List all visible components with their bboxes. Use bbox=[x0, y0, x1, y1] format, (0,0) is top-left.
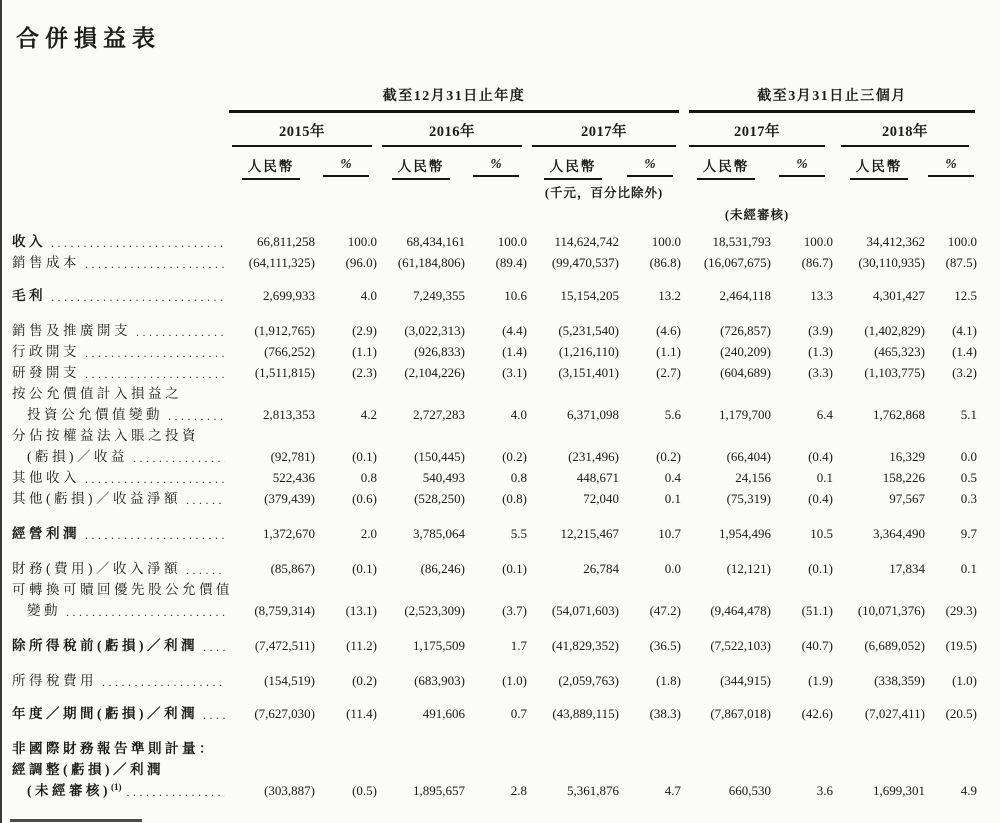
percent-value-cell: 0.4 bbox=[664, 470, 681, 485]
percent-value-cell: 0.0 bbox=[664, 561, 681, 576]
rmb-value-cell: (10,071,376) bbox=[857, 603, 925, 618]
group-annual bbox=[227, 85, 681, 113]
percent-value-cell: 10.7 bbox=[658, 526, 681, 541]
percent-value-cell: 13.2 bbox=[658, 288, 681, 303]
row-label-cell bbox=[12, 600, 227, 621]
rmb-value-cell: 5,361,876 bbox=[567, 783, 619, 798]
rmb-value-cell: 448,671 bbox=[576, 470, 619, 485]
percent-value-cell: (1.4) bbox=[502, 344, 527, 359]
percent-value-cell: 4.9 bbox=[960, 783, 977, 798]
row-label-cell bbox=[12, 738, 227, 759]
table-row bbox=[12, 467, 975, 488]
row-label-cell bbox=[12, 231, 227, 252]
rmb-value-cell: (2,523,309) bbox=[404, 603, 465, 618]
row-label-cell bbox=[12, 404, 227, 425]
row-label: 可轉換可贖回優先股公允價值 bbox=[12, 582, 233, 597]
percent-value-cell: 100.0 bbox=[651, 234, 681, 249]
percent-value-cell: (0.6) bbox=[352, 491, 377, 506]
percent-value-cell: 5.5 bbox=[510, 526, 527, 541]
row-label-cell bbox=[12, 446, 227, 467]
percent-value-cell: 1.7 bbox=[510, 638, 527, 653]
rmb-value-cell: 34,412,362 bbox=[866, 234, 925, 249]
percent-value-cell: (0.4) bbox=[808, 491, 833, 506]
rmb-value-cell: (240,209) bbox=[720, 344, 771, 359]
rmb-value-cell: (231,496) bbox=[568, 449, 619, 464]
row-label-cell bbox=[12, 383, 227, 404]
percent-value-cell: (3.2) bbox=[952, 365, 977, 380]
percent-value-cell: (19.5) bbox=[945, 638, 977, 653]
percent-value-cell: (1.8) bbox=[656, 673, 681, 688]
header-spacer bbox=[12, 155, 227, 180]
table-row bbox=[12, 670, 975, 691]
percent-value-cell: (0.4) bbox=[808, 449, 833, 464]
header-spacer bbox=[12, 120, 227, 147]
group-annual-title: 截至12月31日止年度 bbox=[229, 85, 679, 113]
table-row bbox=[12, 488, 975, 509]
percent-value-cell: (87.5) bbox=[945, 255, 977, 270]
percent-value-cell: (4.1) bbox=[952, 323, 977, 338]
dot-leader bbox=[168, 407, 225, 425]
row-label-cell bbox=[12, 320, 227, 341]
percent-value-cell: (13.1) bbox=[345, 603, 377, 618]
rmb-value-cell: (1,402,829) bbox=[864, 323, 925, 338]
row-label-cell bbox=[12, 558, 227, 579]
row-label: 所得稅費用 bbox=[12, 673, 97, 688]
percent-value-cell: (1.9) bbox=[808, 673, 833, 688]
period-group-row bbox=[12, 85, 975, 113]
table-row bbox=[12, 362, 975, 383]
rmb-value-cell: 66,811,258 bbox=[256, 234, 315, 249]
rmb-value-cell: (1,103,775) bbox=[864, 365, 925, 380]
dot-leader bbox=[51, 234, 225, 252]
rmb-header: 人民幣 bbox=[527, 155, 619, 180]
rmb-value-cell: (726,857) bbox=[720, 323, 771, 338]
percent-value-cell: 5.1 bbox=[960, 407, 977, 422]
row-label-cell bbox=[12, 252, 227, 273]
percent-value-cell: (29.3) bbox=[945, 603, 977, 618]
percent-value-cell: (4.6) bbox=[656, 323, 681, 338]
row-label: 除所得稅前(虧損)／利潤 bbox=[12, 638, 198, 653]
rmb-value-cell: (5,231,540) bbox=[558, 323, 619, 338]
table-row bbox=[12, 252, 975, 273]
rmb-value-cell: 4,301,427 bbox=[873, 288, 925, 303]
rmb-value-cell: (7,867,018) bbox=[710, 706, 771, 721]
dot-leader bbox=[85, 255, 225, 273]
percent-value-cell: 0.3 bbox=[960, 491, 977, 506]
dot-leader bbox=[186, 491, 225, 509]
percent-value-cell: 10.5 bbox=[810, 526, 833, 541]
percent-value-cell: 100.0 bbox=[947, 234, 977, 249]
percent-value-cell: (0.1) bbox=[808, 561, 833, 576]
rmb-value-cell: 2,727,283 bbox=[413, 407, 465, 422]
unaudited-note: (未經審核) bbox=[724, 208, 790, 222]
rmb-value-cell: 3,364,490 bbox=[873, 526, 925, 541]
row-label-cell bbox=[12, 579, 233, 600]
row-label: 財務(費用)／收入淨額 bbox=[12, 561, 181, 576]
row-label: 變動 bbox=[27, 603, 61, 618]
percent-value-cell: 0.1 bbox=[960, 561, 977, 576]
percent-value-cell: (38.3) bbox=[649, 706, 681, 721]
row-label-cell bbox=[12, 635, 227, 656]
percent-value-cell: (3.7) bbox=[502, 603, 527, 618]
rmb-value-cell: 1,895,657 bbox=[413, 783, 465, 798]
dot-leader bbox=[186, 561, 225, 579]
row-label: (虧損)／收益 bbox=[27, 449, 128, 464]
rmb-value-cell: (7,472,511) bbox=[254, 638, 315, 653]
percent-value-cell: (3.9) bbox=[808, 323, 833, 338]
dot-leader bbox=[85, 365, 225, 383]
rmb-value-cell: 491,606 bbox=[422, 706, 465, 721]
row-label: 行政開支 bbox=[12, 344, 80, 359]
row-label: 研發開支 bbox=[12, 365, 80, 380]
percent-value-cell: (51.1) bbox=[801, 603, 833, 618]
rmb-value-cell: (3,022,313) bbox=[404, 323, 465, 338]
rmb-value-cell: (154,519) bbox=[264, 673, 315, 688]
rmb-value-cell: 68,434,161 bbox=[406, 234, 465, 249]
dot-leader bbox=[85, 344, 225, 362]
percent-value-cell: 0.8 bbox=[360, 470, 377, 485]
row-label: (未經審核)$^{(1)}$ bbox=[27, 782, 122, 798]
rmb-value-cell: (683,903) bbox=[414, 673, 465, 688]
table-row bbox=[12, 523, 975, 544]
dot-leader bbox=[85, 526, 225, 544]
header-spacer bbox=[12, 185, 527, 202]
footnote-ref: (1) bbox=[111, 782, 122, 792]
percent-value-cell: 0.1 bbox=[816, 470, 833, 485]
dot-leader bbox=[203, 706, 225, 724]
table-row bbox=[12, 320, 975, 341]
percent-value-cell: (1.1) bbox=[352, 344, 377, 359]
percent-value-cell: 0.0 bbox=[960, 449, 977, 464]
rmb-value-cell: 72,040 bbox=[583, 491, 619, 506]
row-label-cell bbox=[12, 488, 227, 509]
rmb-value-cell: 522,436 bbox=[272, 470, 315, 485]
rmb-value-cell: (43,889,115) bbox=[552, 706, 619, 721]
row-label-cell bbox=[12, 467, 227, 488]
percent-value-cell: (1.0) bbox=[502, 673, 527, 688]
rmb-value-cell: 15,154,205 bbox=[560, 288, 619, 303]
rmb-value-cell: (30,110,935) bbox=[858, 255, 925, 270]
table-header bbox=[12, 85, 975, 224]
row-label: 銷售及推廣開支 bbox=[12, 323, 131, 338]
percent-value-cell: (0.2) bbox=[656, 449, 681, 464]
percent-value-cell: 4.0 bbox=[360, 288, 377, 303]
percent-value-cell: (0.8) bbox=[502, 491, 527, 506]
percent-value-cell: 4.2 bbox=[360, 407, 377, 422]
unit-note: (千元，百分比除外) bbox=[544, 186, 664, 200]
row-label-cell bbox=[12, 777, 227, 801]
row-label: 投資公允價值變動 bbox=[27, 407, 163, 422]
percent-value-cell: (2.9) bbox=[352, 323, 377, 338]
income-statement-body bbox=[12, 231, 975, 801]
percent-value-cell: (4.4) bbox=[502, 323, 527, 338]
rmb-header: 人民幣 bbox=[227, 155, 315, 180]
dot-leader bbox=[203, 638, 225, 656]
percent-value-cell: (0.1) bbox=[352, 561, 377, 576]
rmb-value-cell: (16,067,675) bbox=[703, 255, 771, 270]
rmb-value-cell: 24,156 bbox=[735, 470, 771, 485]
income-statement-table bbox=[12, 85, 975, 801]
rmb-value-cell: (75,319) bbox=[726, 491, 771, 506]
rmb-value-cell: (92,781) bbox=[270, 449, 315, 464]
subheader-row bbox=[12, 155, 975, 180]
rmb-value-cell: (64,111,325) bbox=[248, 255, 315, 270]
year-2015: 2015年 bbox=[227, 120, 377, 147]
percent-value-cell: (47.2) bbox=[649, 603, 681, 618]
rmb-value-cell: (86,246) bbox=[420, 561, 465, 576]
rmb-value-cell: (3,151,401) bbox=[558, 365, 619, 380]
percent-value-cell: (0.1) bbox=[502, 561, 527, 576]
row-label: 按公允價值計入損益之 bbox=[12, 386, 182, 401]
table-row bbox=[12, 558, 975, 579]
rmb-value-cell: (2,104,226) bbox=[404, 365, 465, 380]
percent-value-cell: (96.0) bbox=[345, 255, 377, 270]
table-row bbox=[12, 404, 975, 425]
table-row bbox=[12, 738, 975, 759]
year-row bbox=[12, 120, 975, 147]
percent-value-cell: 9.7 bbox=[960, 526, 977, 541]
percent-header: % bbox=[315, 155, 377, 180]
rmb-value-cell: 6,371,098 bbox=[567, 407, 619, 422]
percent-value-cell: 12.5 bbox=[954, 288, 977, 303]
percent-value-cell: (2.7) bbox=[656, 365, 681, 380]
percent-value-cell: (0.2) bbox=[352, 673, 377, 688]
rmb-value-cell: 660,530 bbox=[728, 783, 771, 798]
rmb-value-cell: 1,175,509 bbox=[413, 638, 465, 653]
percent-value-cell: (36.5) bbox=[649, 638, 681, 653]
percent-header: % bbox=[465, 155, 527, 180]
table-row bbox=[12, 703, 975, 724]
rmb-value-cell: 1,762,868 bbox=[873, 407, 925, 422]
percent-value-cell: 4.7 bbox=[664, 783, 681, 798]
rmb-value-cell: (379,439) bbox=[264, 491, 315, 506]
rmb-value-cell: 2,699,933 bbox=[263, 288, 315, 303]
page-title: 合併損益表 bbox=[16, 26, 161, 51]
rmb-value-cell: (604,689) bbox=[720, 365, 771, 380]
table-row bbox=[12, 285, 975, 306]
rmb-value-cell: (7,522,103) bbox=[710, 638, 771, 653]
percent-value-cell: 0.5 bbox=[960, 470, 977, 485]
percent-value-cell: 3.6 bbox=[816, 783, 833, 798]
dot-leader bbox=[133, 449, 225, 467]
rmb-value-cell: 1,699,301 bbox=[873, 783, 925, 798]
table-row bbox=[12, 780, 975, 801]
rmb-value-cell: (54,071,603) bbox=[551, 603, 619, 618]
percent-value-cell: (40.7) bbox=[801, 638, 833, 653]
rmb-value-cell: (766,252) bbox=[264, 344, 315, 359]
percent-value-cell: 5.6 bbox=[664, 407, 681, 422]
percent-value-cell: (2.3) bbox=[352, 365, 377, 380]
unaudited-note-row bbox=[12, 207, 975, 224]
rmb-value-cell: (9,464,478) bbox=[710, 603, 771, 618]
rmb-value-cell: 7,249,355 bbox=[413, 288, 465, 303]
percent-value-cell: 0.8 bbox=[510, 470, 527, 485]
rmb-value-cell: 97,567 bbox=[889, 491, 925, 506]
rmb-value-cell: 1,954,496 bbox=[719, 526, 771, 541]
rmb-value-cell: (344,915) bbox=[720, 673, 771, 688]
dot-leader bbox=[66, 603, 225, 621]
rmb-value-cell: (7,627,030) bbox=[254, 706, 315, 721]
rmb-value-cell: 114,624,742 bbox=[554, 234, 619, 249]
rmb-value-cell: 12,215,467 bbox=[560, 526, 619, 541]
rmb-value-cell: (303,887) bbox=[264, 783, 315, 798]
percent-value-cell: (42.6) bbox=[801, 706, 833, 721]
percent-value-cell: 2.0 bbox=[360, 526, 377, 541]
percent-value-cell: 100.0 bbox=[497, 234, 527, 249]
row-label-cell bbox=[12, 341, 227, 362]
year-2018-q1: 2018年 bbox=[833, 120, 977, 147]
percent-value-cell: (1.1) bbox=[656, 344, 681, 359]
footnote-separator bbox=[10, 819, 142, 822]
rmb-value-cell: (1,511,815) bbox=[254, 365, 315, 380]
rmb-header: 人民幣 bbox=[377, 155, 465, 180]
percent-value-cell: 2.8 bbox=[510, 783, 527, 798]
table-row bbox=[12, 231, 975, 252]
percent-value-cell: (3.1) bbox=[502, 365, 527, 380]
row-label: 分佔按權益法入賬之投資 bbox=[12, 428, 199, 443]
rmb-value-cell: (66,404) bbox=[726, 449, 771, 464]
row-label: 毛利 bbox=[12, 288, 46, 303]
rmb-value-cell: 3,785,064 bbox=[413, 526, 465, 541]
percent-value-cell: (0.2) bbox=[502, 449, 527, 464]
rmb-value-cell: 2,813,353 bbox=[263, 407, 315, 422]
row-label: 經調整(虧損)／利潤 bbox=[12, 762, 164, 777]
rmb-value-cell: 26,784 bbox=[583, 561, 619, 576]
table-row bbox=[12, 383, 975, 404]
rmb-header: 人民幣 bbox=[833, 155, 925, 180]
row-label: 收入 bbox=[12, 234, 46, 249]
rmb-value-cell: (61,184,806) bbox=[397, 255, 465, 270]
row-label-cell bbox=[12, 285, 227, 306]
percent-value-cell: (1.4) bbox=[952, 344, 977, 359]
rmb-value-cell: (150,445) bbox=[414, 449, 465, 464]
rmb-value-cell: (41,829,352) bbox=[551, 638, 619, 653]
percent-value-cell: (86.7) bbox=[801, 255, 833, 270]
rmb-value-cell: 2,464,118 bbox=[719, 288, 771, 303]
percent-value-cell: (89.4) bbox=[495, 255, 527, 270]
rmb-value-cell: (85,867) bbox=[270, 561, 315, 576]
percent-value-cell: 0.1 bbox=[664, 491, 681, 506]
percent-header: % bbox=[619, 155, 681, 180]
percent-value-cell: (0.1) bbox=[352, 449, 377, 464]
rmb-header: 人民幣 bbox=[681, 155, 771, 180]
rmb-value-cell: 158,226 bbox=[882, 470, 925, 485]
percent-value-cell: 0.7 bbox=[510, 706, 527, 721]
row-label: 經營利潤 bbox=[12, 526, 80, 541]
rmb-value-cell: (2,059,763) bbox=[558, 673, 619, 688]
rmb-value-cell: (926,833) bbox=[414, 344, 465, 359]
row-label-cell bbox=[12, 670, 227, 691]
row-label: 銷售成本 bbox=[12, 255, 80, 270]
rmb-value-cell: (1,912,765) bbox=[254, 323, 315, 338]
header-spacer bbox=[12, 207, 681, 224]
rmb-value-cell: (12,121) bbox=[726, 561, 771, 576]
row-label-cell bbox=[12, 523, 227, 544]
rmb-value-cell: 18,531,793 bbox=[712, 234, 771, 249]
row-label-cell bbox=[12, 362, 227, 383]
percent-value-cell: 100.0 bbox=[347, 234, 377, 249]
percent-value-cell: (0.5) bbox=[352, 783, 377, 798]
table-row bbox=[12, 635, 975, 656]
percent-value-cell: 100.0 bbox=[803, 234, 833, 249]
percent-header: % bbox=[925, 155, 977, 180]
row-label: 年度／期間(虧損)／利潤 bbox=[12, 706, 198, 721]
row-label-cell bbox=[12, 425, 227, 446]
dot-leader bbox=[127, 783, 226, 801]
percent-value-cell: 10.6 bbox=[504, 288, 527, 303]
dot-leader bbox=[85, 470, 225, 488]
rmb-value-cell: (465,323) bbox=[874, 344, 925, 359]
row-label: 其他收入 bbox=[12, 470, 80, 485]
percent-value-cell: (11.2) bbox=[346, 638, 377, 653]
percent-header: % bbox=[771, 155, 833, 180]
year-2017-q1: 2017年 bbox=[681, 120, 833, 147]
rmb-value-cell: (6,689,052) bbox=[864, 638, 925, 653]
percent-value-cell: (11.4) bbox=[346, 706, 377, 721]
rmb-value-cell: 17,834 bbox=[889, 561, 925, 576]
rmb-value-cell: 16,329 bbox=[889, 449, 925, 464]
dot-leader bbox=[51, 288, 225, 306]
unit-note-row bbox=[12, 185, 975, 202]
row-label: 非國際財務報告準則計量： bbox=[12, 741, 216, 756]
dot-leader bbox=[102, 673, 225, 691]
rmb-value-cell: (338,359) bbox=[874, 673, 925, 688]
rmb-value-cell: 1,372,670 bbox=[263, 526, 315, 541]
percent-value-cell: (3.3) bbox=[808, 365, 833, 380]
group-quarter bbox=[681, 85, 977, 113]
group-quarter-title: 截至3月31日止三個月 bbox=[689, 85, 975, 113]
row-label: 其他(虧損)／收益淨額 bbox=[12, 491, 181, 506]
percent-value-cell: 4.0 bbox=[510, 407, 527, 422]
rmb-value-cell: (7,027,411) bbox=[864, 706, 925, 721]
percent-value-cell: 6.4 bbox=[816, 407, 833, 422]
percent-value-cell: (1.3) bbox=[808, 344, 833, 359]
year-2017: 2017年 bbox=[527, 120, 681, 147]
table-row bbox=[12, 446, 975, 467]
percent-value-cell: (20.5) bbox=[945, 706, 977, 721]
year-2016: 2016年 bbox=[377, 120, 527, 147]
percent-value-cell: 13.3 bbox=[810, 288, 833, 303]
rmb-value-cell: (8,759,314) bbox=[254, 603, 315, 618]
rmb-value-cell: (528,250) bbox=[414, 491, 465, 506]
table-row bbox=[12, 600, 975, 621]
rmb-value-cell: 540,493 bbox=[422, 470, 465, 485]
percent-value-cell: (86.8) bbox=[649, 255, 681, 270]
dot-leader bbox=[136, 323, 225, 341]
rmb-value-cell: (99,470,537) bbox=[551, 255, 619, 270]
rmb-value-cell: 1,179,700 bbox=[719, 407, 771, 422]
table-row bbox=[12, 579, 975, 600]
rmb-value-cell: (1,216,110) bbox=[558, 344, 619, 359]
table-row bbox=[12, 425, 975, 446]
row-label-cell bbox=[12, 703, 227, 724]
percent-value-cell: (1.0) bbox=[952, 673, 977, 688]
table-row bbox=[12, 341, 975, 362]
header-spacer bbox=[12, 85, 227, 113]
